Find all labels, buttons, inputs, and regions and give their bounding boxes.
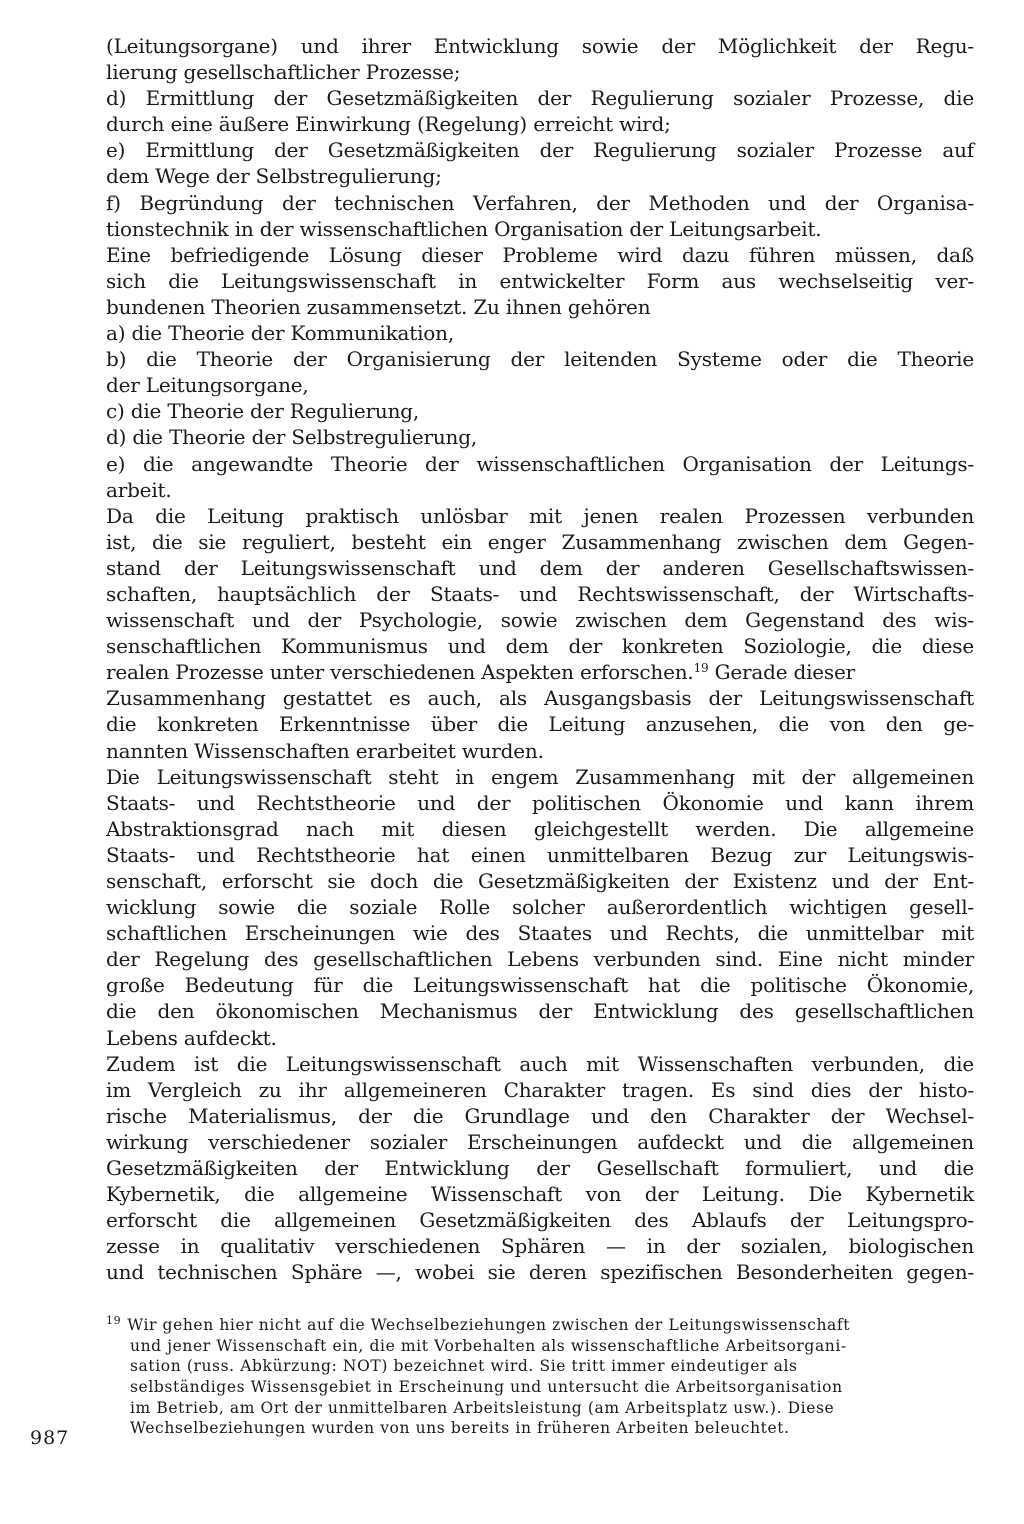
text-line: stand der Leitungswissenschaft und dem der anderen Gesellschaftswissen- (106, 555, 974, 580)
text-line: rische Materialismus, der die Grundlage und den Charakter der Wechsel- (106, 1103, 974, 1128)
text-line: Staats- und Rechtstheorie hat einen unmittelbaren Bezug zur Leitungswis- (106, 842, 974, 867)
text-fragment: Gerade dieser (708, 660, 855, 685)
text-line: e) die angewandte Theorie der wissenschaftlichen Organisation der Leitungs- (106, 451, 974, 476)
text-line: senschaftlichen Kommunismus und dem der konkreten Soziologie, die diese (106, 634, 974, 659)
text-line: große Bedeutung für die Leitungswissenschaft hat die politische Ökonomie, (106, 973, 974, 998)
text-line: wirkung verschiedener sozialer Erscheinungen aufdeckt und die allgemeinen (106, 1129, 974, 1154)
text-line: f) Begründung der technischen Verfahren, der Methoden und der Organisa- (106, 190, 974, 215)
text-line: d) Ermittlung der Gesetzmäßigkeiten der Regulierung sozialer Prozesse, die (106, 86, 974, 111)
text-line (106, 659, 974, 685)
text-line: bundenen Theorien zusammensetzt. Zu ihnen gehören (106, 294, 651, 319)
text-line: Eine befriedigende Lösung dieser Probleme wird dazu führen müssen, daß (106, 242, 974, 267)
text-line: tionstechnik in der wissenschaftlichen Organisation der Leitungsarbeit. (106, 216, 822, 241)
text-line: dem Wege der Selbstregulierung; (106, 164, 442, 189)
text-line: die konkreten Erkenntnisse über die Leitung anzusehen, die von den ge- (106, 712, 974, 737)
text-line: a) die Theorie der Kommunikation, (106, 321, 454, 346)
body-text (106, 33, 974, 1286)
text-line: lierung gesellschaftlicher Prozesse; (106, 60, 461, 85)
text-line: e) Ermittlung der Gesetzmäßigkeiten der Regulierung sozialer Prozesse auf (106, 138, 974, 163)
text-line: senschaft, erforscht sie doch die Gesetzmäßigkeiten der Existenz und der Ent- (106, 869, 974, 893)
text-line: b) die Theorie der Organisierung der leitenden Systeme oder die Theorie (106, 347, 974, 372)
text-line: Lebens aufdeckt. (106, 1025, 277, 1050)
footnote-line (106, 1315, 974, 1336)
text-line: der Leitungsorgane, (106, 373, 309, 398)
text-line: d) die Theorie der Selbstregulierung, (106, 425, 477, 450)
text-line: Staats- und Rechtstheorie und der politischen Ökonomie und kann ihrem (106, 790, 974, 815)
text-line: Da die Leitung praktisch unlösbar mit jenen realen Prozessen verbunden (106, 503, 974, 528)
text-line: Zusammenhang gestattet es auch, als Ausgangsbasis der Leitungswissenschaft (106, 686, 974, 711)
text-line: Die Leitungswissenschaft steht in engem Zusammenhang mit der allgemeinen (106, 764, 974, 789)
text-line: c) die Theorie der Regulierung, (106, 399, 420, 424)
text-line: Gesetzmäßigkeiten der Entwicklung der Gesellschaft formuliert, und die (106, 1156, 974, 1181)
text-line: wicklung sowie die soziale Rolle solcher außerordentlich wichtigen gesell- (106, 895, 974, 920)
footnote-line: Wechselbeziehungen wurden von uns bereits in früheren Arbeiten beleuchtet. (130, 1419, 790, 1438)
text-line: Kybernetik, die allgemeine Wissenschaft von der Leitung. Die Kybernetik (106, 1182, 974, 1207)
footnote-section (106, 1315, 974, 1439)
text-line: zesse in qualitativ verschiedenen Sphären — in der sozialen, biologischen (106, 1234, 974, 1259)
text-line: im Vergleich zu ihr allgemeineren Charakter tragen. Es sind dies der histo- (106, 1077, 974, 1102)
text-line: ist, die sie reguliert, besteht ein enger Zusammenhang zwischen dem Gegen- (106, 529, 974, 554)
text-line: Abstraktionsgrad nach mit diesen gleichgestellt werden. Die allgemeine (106, 816, 974, 841)
text-line: schaftlichen Erscheinungen wie des Staates und Rechts, die unmittelbar mit (106, 921, 974, 946)
text-line: der Regelung des gesellschaftlichen Lebens verbunden sind. Eine nicht minder (106, 947, 974, 972)
text-line: sich die Leitungswissenschaft in entwickelter Form aus wechselseitig ver- (106, 268, 974, 293)
text-line: Zudem ist die Leitungswissenschaft auch mit Wissenschaften verbunden, die (106, 1051, 974, 1076)
footnote-line: selbständiges Wissensgebiet in Erscheinung und untersucht die Arbeitsorganisation (130, 1378, 843, 1397)
footnote-number: 19 (106, 1314, 122, 1327)
text-line: nannten Wissenschaften erarbeitet wurden. (106, 738, 544, 763)
text-fragment: Wir gehen hier nicht auf die Wechselbeziehungen zwischen der Leitungswissenschaft (127, 1316, 851, 1334)
page-number: 987 (30, 1427, 70, 1449)
text-line: schaften, hauptsächlich der Staats- und Rechtswissenschaft, der Wirtschafts- (106, 581, 974, 606)
text-line: wissenschaft und der Psychologie, sowie zwischen dem Gegenstand des wis- (106, 608, 974, 633)
text-line: erforscht die allgemeinen Gesetzmäßigkeiten des Ablaufs der Leitungspro- (106, 1208, 974, 1233)
text-line: die den ökonomischen Mechanismus der Entwicklung des gesellschaftlichen (106, 999, 974, 1024)
text-fragment: realen Prozesse unter verschiedenen Aspekten erforschen. (106, 660, 694, 685)
text-line: und technischen Sphäre —, wobei sie deren spezifischen Besonderheiten gegen- (106, 1260, 974, 1285)
footnote-reference[interactable]: 19 (693, 661, 709, 676)
text-line: durch eine äußere Einwirkung (Regelung) erreicht wird; (106, 112, 671, 137)
text-line: arbeit. (106, 477, 172, 502)
text-line: (Leitungsorgane) und ihrer Entwicklung sowie der Möglichkeit der Regu- (106, 34, 974, 58)
footnote-line: sation (russ. Abkürzung: NOT) bezeichnet wird. Sie tritt immer eindeutiger als (130, 1357, 798, 1376)
footnote-line: im Betrieb, am Ort der unmittelbaren Arbeitsleistung (am Arbeitsplatz usw.). Diese (130, 1398, 835, 1417)
footnote-line: und jener Wissenschaft ein, die mit Vorbehalten als wissenschaftliche Arbeitsorgani- (130, 1336, 847, 1355)
